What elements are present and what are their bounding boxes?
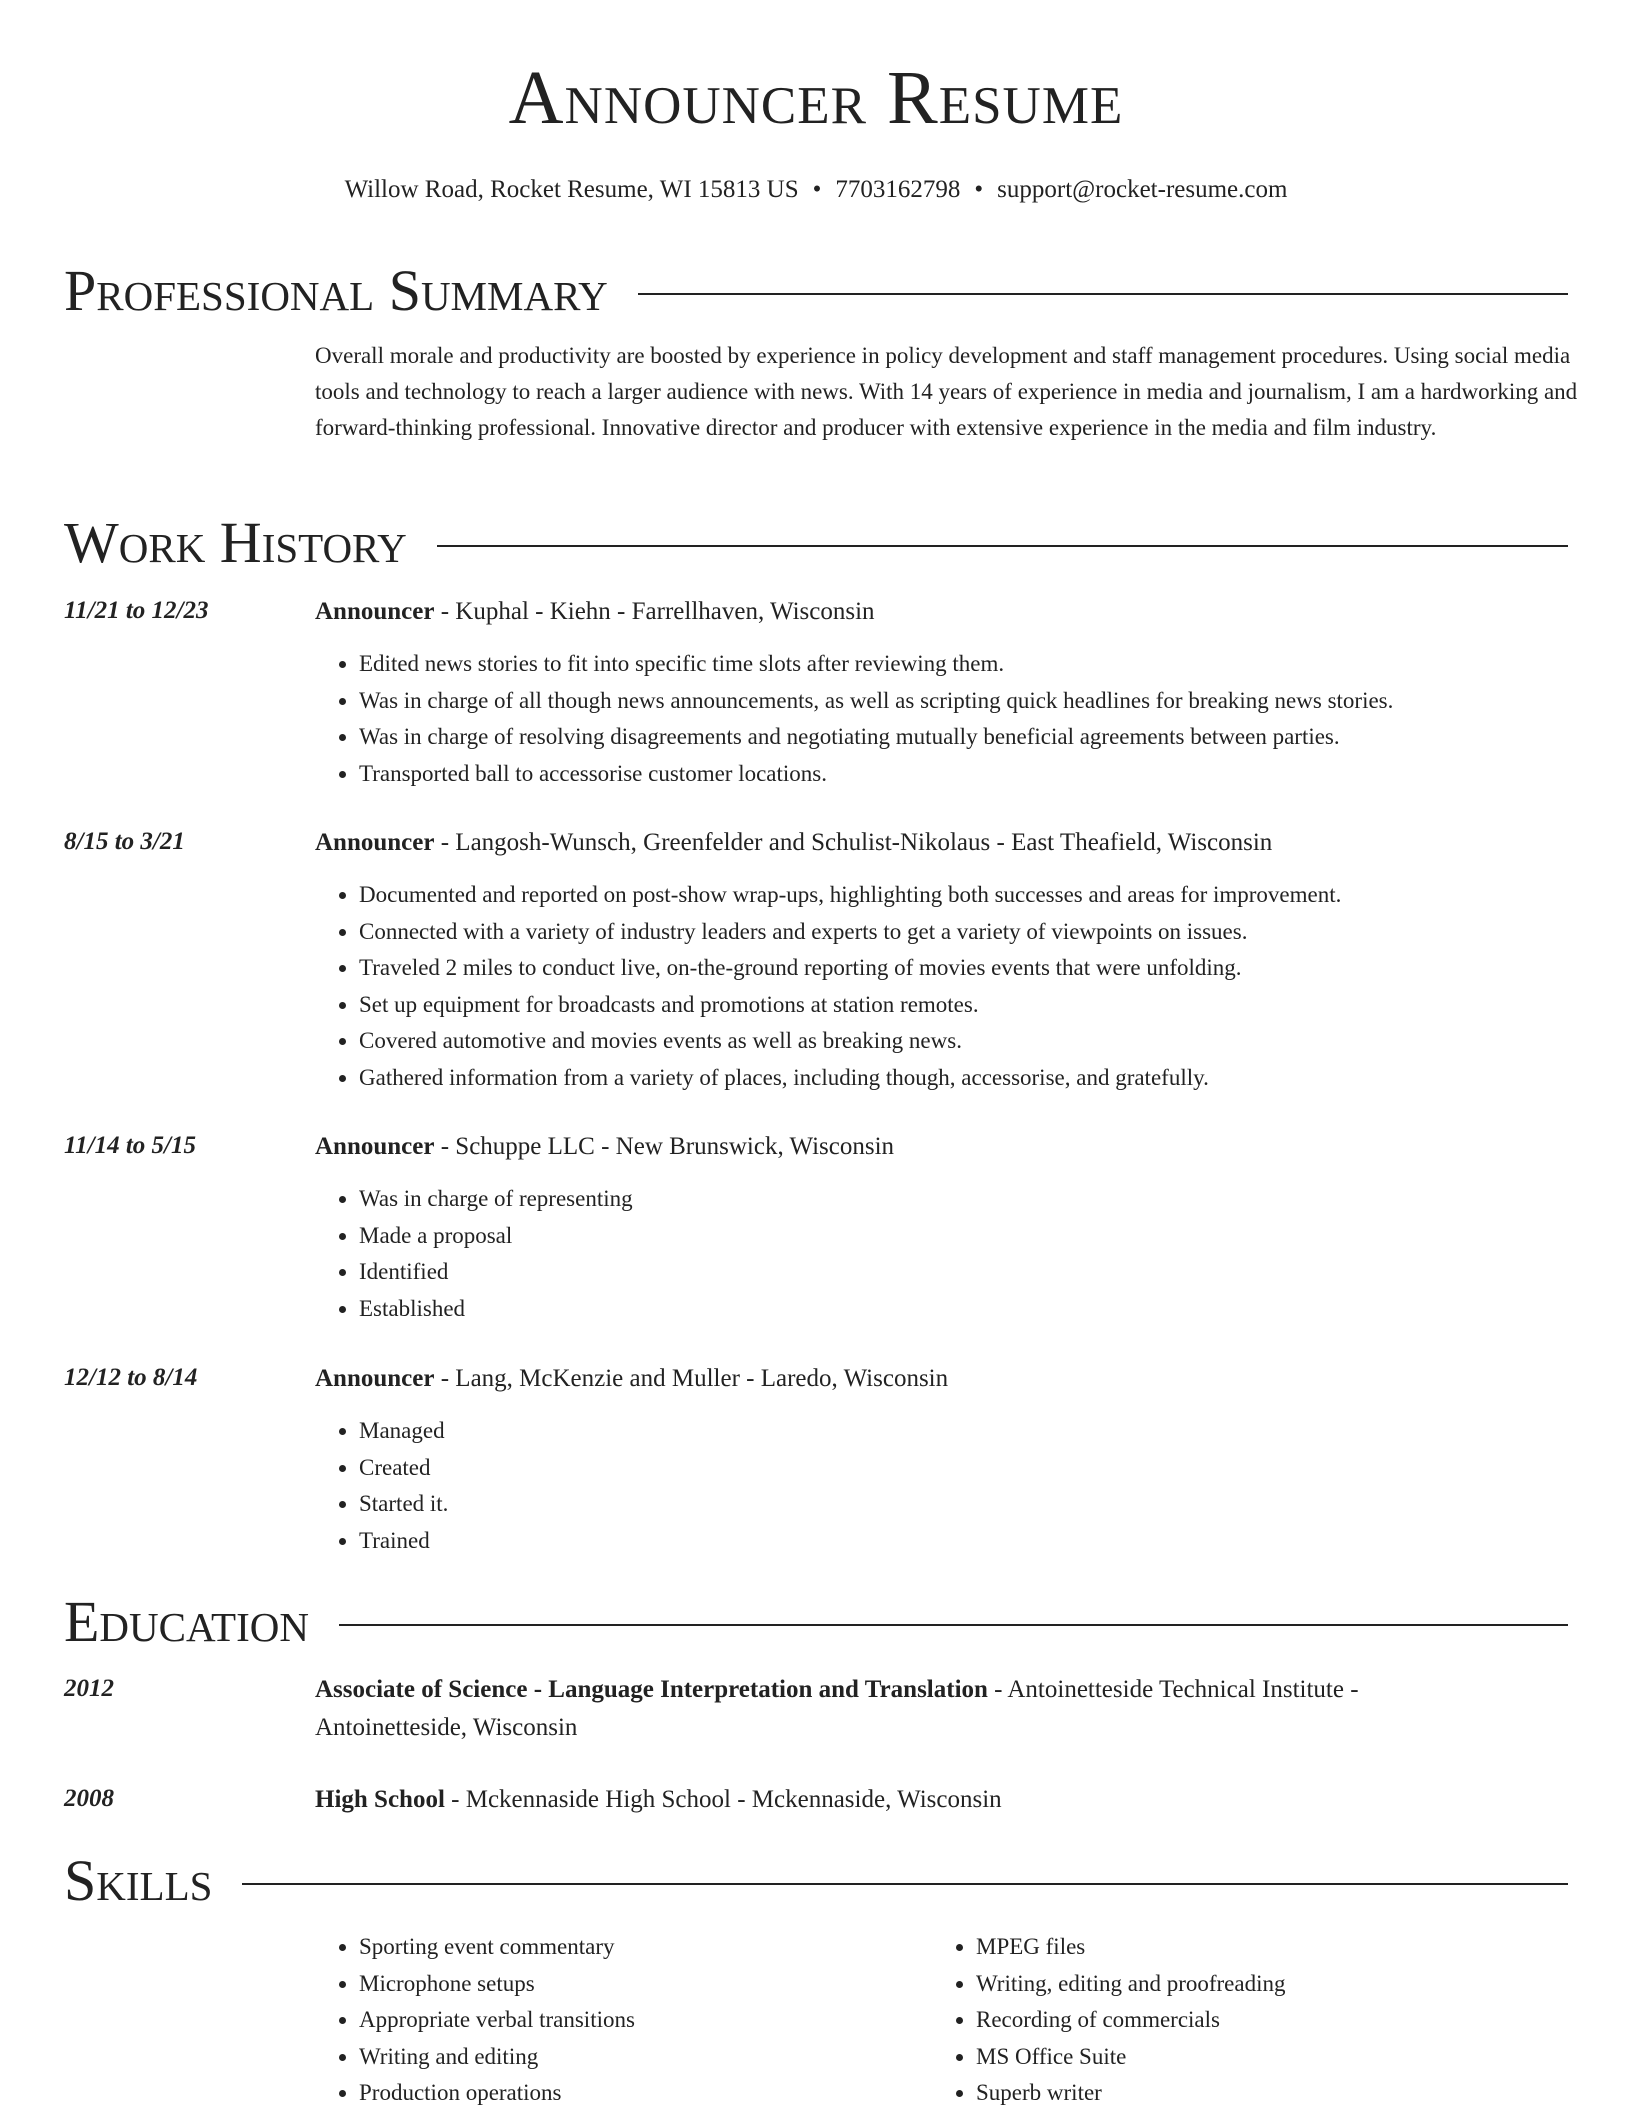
section-title: Skills: [64, 1848, 213, 1913]
list-item: • Was in charge of all though news announcements, as well as scripting quick headlines for breaking news stories.: [359, 683, 1609, 720]
work-role: Announcer: [315, 1365, 435, 1392]
skill-item: • Writing, editing and proofreading: [976, 1966, 1576, 2003]
section-title: Education: [64, 1589, 309, 1654]
section-title: Professional Summary: [64, 258, 608, 323]
list-item: • Started it.: [359, 1486, 1609, 1523]
separator: •: [974, 176, 984, 203]
list-item: • Documented and reported on post-show wrap-ups, highlighting both successes and areas for improvement.: [359, 877, 1609, 914]
education-degree: High School: [315, 1786, 445, 1813]
work-details: - Kuphal - Kiehn - Farrellhaven, Wisconsin: [434, 598, 875, 625]
section-header-education: [64, 1589, 1568, 1654]
work-title: [315, 1360, 1515, 1398]
section-rule: [437, 545, 1568, 547]
work-dates: 11/21 to 12/23: [64, 597, 209, 624]
list-item: • Edited news stories to fit into specific time slots after reviewing them.: [359, 646, 1609, 683]
email: support@rocket-resume.com: [997, 176, 1288, 203]
list-item: • Was in charge of resolving disagreements and negotiating mutually beneficial agreements between parties.: [359, 719, 1609, 756]
list-item: • Was in charge of representing: [359, 1181, 1609, 1218]
section-header-skills: [64, 1848, 1568, 1913]
list-item: • Set up equipment for broadcasts and promotions at station remotes.: [359, 987, 1609, 1024]
resume-title: Announcer Resume: [508, 56, 1124, 140]
education-title: [315, 1671, 1515, 1747]
section-header-work: [64, 510, 1568, 575]
work-role: Announcer: [315, 1133, 435, 1160]
section-rule: [339, 1624, 1568, 1626]
work-dates: 12/12 to 8/14: [64, 1364, 198, 1391]
section-rule: [242, 1883, 1568, 1885]
work-dates: 11/14 to 5/15: [64, 1132, 196, 1159]
work-bullets: [315, 877, 1609, 1096]
list-item: • Traveled 2 miles to conduct live, on-the-ground reporting of movies events that were unfolding.: [359, 950, 1609, 987]
list-item: • Covered automotive and movies events as well as breaking news.: [359, 1023, 1609, 1060]
education-details: - Antoinetteside Technical Institute - Antoinetteside, Wisconsin: [315, 1676, 1359, 1741]
education-year: 2012: [64, 1675, 114, 1702]
work-details: - Langosh-Wunsch, Greenfelder and Schulist-Nikolaus - East Theafield, Wisconsin: [434, 829, 1273, 856]
list-item: • Connected with a variety of industry leaders and experts to get a variety of viewpoints on issues.: [359, 914, 1609, 951]
work-role: Announcer: [315, 829, 435, 856]
skill-item: • Superb writer: [976, 2075, 1576, 2112]
skill-item: • Recording of commercials: [976, 2002, 1576, 2039]
skill-item: • MPEG files: [976, 1929, 1576, 1966]
section-header-summary: [64, 258, 1568, 323]
contact-line: [64, 175, 1568, 205]
list-item: • Established: [359, 1291, 1609, 1328]
work-bullets: [315, 646, 1609, 792]
list-item: • Made a proposal: [359, 1218, 1609, 1255]
address: Willow Road, Rocket Resume, WI 15813 US: [344, 176, 799, 203]
skill-item: • MS Office Suite: [976, 2039, 1576, 2076]
skills-list-right: [932, 1929, 1576, 2112]
skill-item: • Microphone setups: [359, 1966, 919, 2003]
work-bullets: [315, 1181, 1609, 1327]
work-title: [315, 824, 1515, 862]
phone: 7703162798: [835, 176, 961, 203]
education-title: [315, 1781, 1515, 1819]
work-bullets: [315, 1413, 1609, 1559]
work-dates: 8/15 to 3/21: [64, 828, 185, 855]
separator: •: [812, 176, 822, 203]
work-details: - Lang, McKenzie and Muller - Laredo, Wisconsin: [434, 1365, 949, 1392]
work-role: Announcer: [315, 598, 435, 625]
summary-text: Overall morale and productivity are boosted by experience in policy development and staff management procedures. Using social media tools and technology to reach a larger audience with news. With 14 years of experience in media and journalism, I am a hardworking and forward-thinking professional. Innovative director and producer with extensive experience in the media and film industry.: [315, 343, 1578, 440]
skill-item: • Sporting event commentary: [359, 1929, 919, 1966]
work-title: [315, 1128, 1515, 1166]
list-item: • Managed: [359, 1413, 1609, 1450]
list-item: • Identified: [359, 1254, 1609, 1291]
education-details: - Mckennaside High School - Mckennaside, Wisconsin: [444, 1786, 1002, 1813]
list-item: • Transported ball to accessorise customer locations.: [359, 756, 1609, 793]
work-title: [315, 593, 1515, 631]
skill-item: • Appropriate verbal transitions: [359, 2002, 919, 2039]
section-title: Work History: [64, 510, 407, 575]
list-item: • Created: [359, 1450, 1609, 1487]
list-item: • Trained: [359, 1523, 1609, 1560]
education-year: 2008: [64, 1785, 114, 1812]
skill-item: • Production operations: [359, 2075, 919, 2112]
skill-item: • Writing and editing: [359, 2039, 919, 2076]
section-rule: [638, 293, 1568, 295]
education-degree: Associate of Science - Language Interpretation and Translation: [315, 1676, 988, 1703]
work-details: - Schuppe LLC - New Brunswick, Wisconsin: [434, 1133, 895, 1160]
skills-list-left: [315, 1929, 919, 2112]
list-item: • Gathered information from a variety of places, including though, accessorise, and gratefully.: [359, 1060, 1609, 1097]
